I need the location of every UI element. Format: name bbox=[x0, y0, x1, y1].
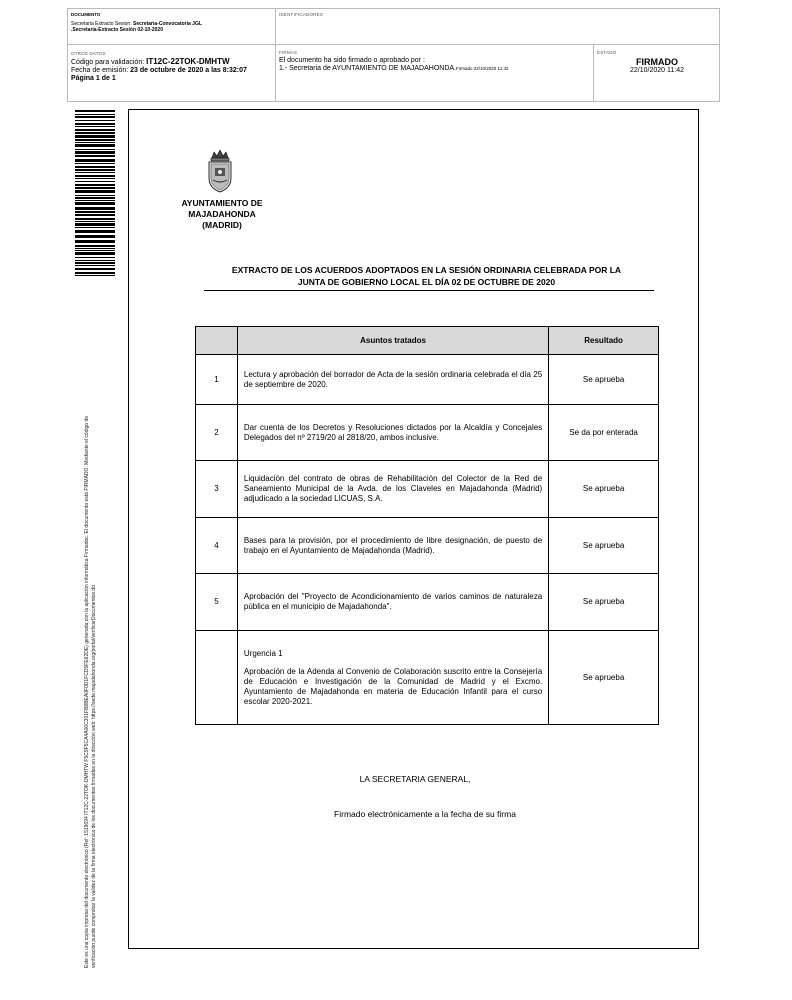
barcode-bar bbox=[75, 223, 115, 226]
barcode-bar bbox=[75, 126, 115, 127]
barcode-bar bbox=[75, 169, 115, 171]
otros-datos-caption: OTROS DATOS bbox=[71, 51, 106, 56]
coat-of-arms-icon bbox=[204, 148, 236, 194]
barcode-bar bbox=[75, 265, 115, 266]
documento-line1-prefix: Secretaria Extracto Sesion: bbox=[71, 21, 133, 27]
estado-status: FIRMADO bbox=[636, 57, 678, 67]
barcode-bar bbox=[75, 155, 115, 157]
firmas-date: Firmado 22/10/2020 11:42 bbox=[456, 66, 509, 71]
barcode-bar bbox=[75, 116, 115, 118]
row-result: Se aprueba bbox=[549, 355, 659, 405]
barcode-bar bbox=[75, 268, 115, 270]
table-row bbox=[196, 631, 659, 725]
codigo-label: Código para validación: bbox=[71, 59, 147, 66]
table-row bbox=[196, 355, 659, 405]
estado-caption: ESTADO bbox=[597, 50, 617, 55]
barcode-bar bbox=[75, 135, 115, 138]
row-subject bbox=[237, 631, 548, 725]
header-resultado: Resultado bbox=[549, 327, 659, 355]
barcode-bar bbox=[75, 110, 115, 112]
barcode-bar bbox=[75, 275, 115, 276]
barcode-bar bbox=[75, 190, 115, 193]
documento-cell bbox=[68, 9, 276, 45]
barcode-bar bbox=[75, 149, 115, 150]
document-title bbox=[199, 264, 654, 288]
agenda-table bbox=[195, 326, 659, 725]
table-row bbox=[196, 461, 659, 518]
side-text-line1: Este es una copia impresa del documento electrónico (Ref: 1519694 IT12C-22TOK-DMHTW F5C9F5CA4A06C301FB8BEA0F0D1FCD5FE62DE) generada con la aplicación informática Firmadoc. El documento está FIRMADO. Mediante el código de bbox=[84, 415, 90, 968]
row-subject bbox=[237, 518, 548, 574]
table-row bbox=[196, 574, 659, 631]
title-line2: JUNTA DE GOBIERNO LOCAL EL DÍA 02 DE OCTUBRE DE 2020 bbox=[297, 277, 556, 287]
barcode-bar bbox=[75, 202, 115, 205]
barcode-bar bbox=[75, 132, 115, 134]
table-row bbox=[196, 518, 659, 574]
barcode-bar bbox=[75, 159, 115, 162]
firmado-electronicamente: Firmado electrónicamente a la fecha de su firma bbox=[334, 809, 516, 819]
barcode-bar bbox=[75, 197, 115, 199]
row-subject-text: Liquidación del contrato de obras de Rehabilitación del Colector de la Red de Saneamiento Municipal de la Avda. de los Claveles en Majadahonda (Madrid) adjudicado a la sociedad LICUAS, S.A. bbox=[243, 474, 543, 503]
row-subject-text: Lectura y aprobación del borrador de Acta de la sesión ordinaria celebrada el día 25 de septiembre de 2020. bbox=[243, 369, 543, 389]
fecha-label: Fecha de emisión: bbox=[71, 67, 131, 74]
barcode-bar bbox=[75, 200, 115, 201]
ayuntamiento-line1: AYUNTAMIENTO DE bbox=[181, 198, 263, 208]
barcode-bar bbox=[75, 139, 115, 141]
barcode-bar bbox=[75, 248, 115, 249]
firmas-line2: 1.- Secretaria de AYUNTAMIENTO DE MAJADAHONDA. bbox=[279, 65, 456, 72]
row-subject-prefix: Urgencia 1 bbox=[243, 648, 283, 658]
barcode bbox=[75, 110, 115, 278]
row-number: 4 bbox=[196, 518, 238, 574]
barcode-bar bbox=[75, 227, 115, 228]
row-subject-text: Bases para la provisión, por el procedimiento de libre designación, de puesto de trabajo en el Ayuntamiento de Majadahonda (Madrid). bbox=[243, 535, 543, 555]
barcode-bar bbox=[75, 260, 115, 261]
row-number bbox=[196, 631, 238, 725]
barcode-bar bbox=[75, 123, 115, 125]
row-result: Se aprueba bbox=[549, 461, 659, 518]
barcode-bar bbox=[75, 252, 115, 255]
barcode-bar bbox=[75, 240, 115, 243]
barcode-bar bbox=[75, 235, 115, 238]
row-subject bbox=[237, 574, 548, 631]
barcode-bar bbox=[75, 214, 115, 216]
firmas-caption: FIRMAS bbox=[279, 50, 298, 55]
documento-line1-bold: Secretaria-Convocatoria JGL bbox=[132, 21, 202, 27]
estado-date: 22/10/2020 11:42 bbox=[630, 67, 684, 74]
document-header bbox=[67, 8, 720, 102]
row-subject bbox=[237, 355, 548, 405]
table-row bbox=[196, 405, 659, 461]
barcode-bar bbox=[75, 129, 115, 131]
header-asuntos: Asuntos tratados bbox=[237, 327, 548, 355]
row-result: Se aprueba bbox=[549, 631, 659, 725]
documento-line2-bold: .Secretaria-Extracto Sesión 02-10-2020 bbox=[71, 27, 163, 33]
barcode-bar bbox=[75, 175, 115, 177]
fecha-value: 23 de octubre de 2020 a las 8:32:07 bbox=[130, 67, 247, 74]
otros-datos-cell bbox=[68, 45, 276, 102]
barcode-bar bbox=[75, 195, 115, 196]
row-number: 1 bbox=[196, 355, 238, 405]
barcode-bar bbox=[75, 245, 115, 247]
row-subject-text: Aprobación de la Adenda al Convenio de Colaboración suscrito entre la Consejería de Educación e Investigación de la Comunidad de Madrid y el Excmo. Ayuntamiento de Majadahonda en materia de Educación Infantil para el curso escolar 2020-2021. bbox=[243, 666, 543, 706]
row-number: 2 bbox=[196, 405, 238, 461]
row-result: Se aprueba bbox=[549, 574, 659, 631]
ayuntamiento-line3: (MADRID) bbox=[202, 220, 242, 230]
pagina-text: Página 1 de 1 bbox=[71, 75, 116, 82]
barcode-bar bbox=[75, 211, 115, 213]
barcode-bar bbox=[75, 250, 115, 251]
row-subject bbox=[237, 461, 548, 518]
barcode-bar bbox=[75, 142, 115, 143]
barcode-bar bbox=[75, 272, 115, 274]
barcode-bar bbox=[75, 178, 115, 179]
barcode-bar bbox=[75, 144, 115, 147]
estado-cell bbox=[594, 45, 720, 102]
barcode-bar bbox=[75, 172, 115, 173]
row-number: 5 bbox=[196, 574, 238, 631]
header-num bbox=[196, 327, 238, 355]
table-header-row bbox=[196, 327, 659, 355]
identificadores-cell bbox=[276, 9, 720, 45]
barcode-bar bbox=[75, 166, 115, 168]
row-subject bbox=[237, 405, 548, 461]
barcode-bar bbox=[75, 187, 115, 189]
barcode-bar bbox=[75, 257, 115, 258]
barcode-bar bbox=[75, 262, 115, 264]
row-result: Se da por enterada bbox=[549, 405, 659, 461]
barcode-bar bbox=[75, 184, 115, 186]
barcode-bar bbox=[75, 221, 115, 222]
codigo-value: IT12C-22TOK-DMHTW bbox=[146, 57, 230, 66]
barcode-bar bbox=[75, 181, 115, 182]
barcode-bar bbox=[75, 163, 115, 164]
firmas-cell bbox=[276, 45, 594, 102]
title-underline bbox=[204, 290, 654, 291]
row-result: Se aprueba bbox=[549, 518, 659, 574]
barcode-bar bbox=[75, 207, 115, 210]
documento-caption: DOCUMENTO bbox=[71, 12, 101, 17]
barcode-bar bbox=[75, 120, 115, 121]
secretaria-general: LA SECRETARIA GENERAL, bbox=[359, 774, 471, 784]
title-line1: EXTRACTO DE LOS ACUERDOS ADOPTADOS EN LA SESIÓN ORDINARIA CELEBRADA POR LA bbox=[231, 265, 622, 275]
barcode-bar bbox=[75, 230, 115, 233]
row-subject-text: Dar cuenta de los Decretos y Resoluciones dictados por la Alcaldía y Concejales Delegados del nº 2719/20 al 2818/20, ambos inclusive. bbox=[243, 422, 543, 442]
barcode-bar bbox=[75, 114, 115, 115]
side-text-line2: verificación puede comprobar la validez de la firma electrónica de los documentos firmados en la dirección web: https://sede.majadahonda.org/portal/verificarDocumentos.do bbox=[91, 585, 97, 968]
ayuntamiento-line2: MAJADAHONDA bbox=[188, 209, 256, 219]
row-subject-text: Aprobación del "Proyecto de Acondicionamiento de varios caminos de naturaleza pública en el municipio de Majadahonda". bbox=[243, 592, 543, 611]
ayuntamiento-block bbox=[168, 198, 276, 231]
side-verification-text bbox=[84, 308, 98, 968]
firmas-line1: El documento ha sido firmado o aprobado por : bbox=[279, 57, 425, 64]
barcode-bar bbox=[75, 218, 115, 220]
identificadores-caption: IDENTIFICADORES bbox=[279, 12, 324, 17]
row-number: 3 bbox=[196, 461, 238, 518]
barcode-bar bbox=[75, 151, 115, 154]
